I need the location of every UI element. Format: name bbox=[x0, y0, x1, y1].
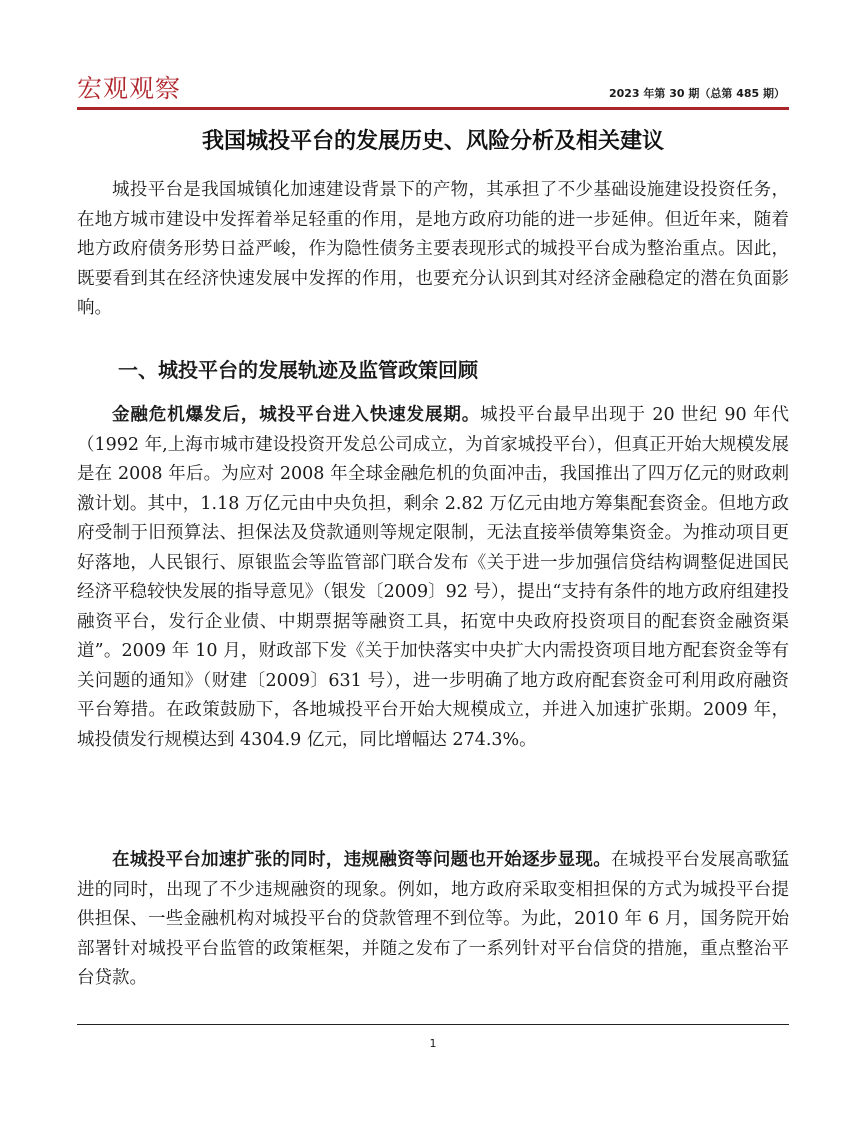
paragraph-text: 在城投平台发展高歌猛进的同时，出现了不少违规融资的现象。例如，地方政府采取变相担保的方式为城投平台提供担保、一些金融机构对城投平台的贷款管理不到位等。为此，2010 年 6 月，国务院开始部署针对城投平台监管的政策框架，并随之发布了一系列针对平台信贷的措施，重点整治平台贷款。 bbox=[77, 850, 790, 988]
header-divider bbox=[77, 107, 789, 110]
footer-divider bbox=[77, 1024, 789, 1025]
article-title: 我国城投平台的发展历史、风险分析及相关建议 bbox=[201, 129, 664, 154]
body-paragraph-1 bbox=[77, 401, 789, 755]
paragraph-lead: 在城投平台加速扩张的同时，违规融资等问题也开始逐步显现。 bbox=[112, 850, 612, 870]
paragraph-text: 城投平台最早出现于 20 世纪 90 年代（1992 年,上海市城市建设投资开发总公司成立，为首家城投平台），但真正开始大规模发展是在 2008 年后。为应对 2008 年全球金融危机的负面冲击，我国推出了四万亿元的财政刺激计划。其中，1.18 万亿元由中央负担，剩余 2.82 万亿元由地方筹集配套资金。但地方政府受制于旧预算法、担保法及贷款通则等规定限制，无法直接举债筹集资金。为推动项目更好落地，人民银行、原银监会等监管部门联合发布《关于进一步加强信贷结构调整促进国民经济平稳较快发展的指导意见》（银发〔2009〕92 号），提出“支持有条件的地方政府组建投融资平台，发行企业债、中期票据等融资工具，拓宽中央政府投资项目的配套资金融资渠道”。2009 年 10 月，财政部下发《关于加快落实中央扩大内需投资项目地方配套资金等有关问题的通知》（财建〔2009〕631 号），进一步明确了地方政府配套资金可利用政府融资平台筹措。在政策鼓励下，各地城投平台开始大规模成立，并进入加速扩张期。2009 年，城投债发行规模达到 4304.9 亿元，同比增幅达 274.3%。 bbox=[77, 405, 789, 750]
page-number: 1 bbox=[429, 1037, 437, 1050]
page-header bbox=[77, 72, 789, 112]
paragraph-lead: 金融危机爆发后，城投平台进入快速发展期。 bbox=[112, 405, 481, 425]
section-heading: 一、城投平台的发展轨迹及监管政策回顾 bbox=[118, 358, 478, 382]
intro-paragraph: 城投平台是我国城镇化加速建设背景下的产物，其承担了不少基础设施建设投资任务，在地方城市建设中发挥着举足轻重的作用，是地方政府功能的进一步延伸。但近年来，随着地方政府债务形势日益严峻，作为隐性债务主要表现形式的城投平台成为整治重点。因此，既要看到其在经济快速发展中发挥的作用，也要充分认识到其对经济金融稳定的潜在负面影响。 bbox=[77, 180, 789, 318]
body-paragraph-2 bbox=[77, 846, 789, 994]
issue-number: 2023 年第 30 期（总第 485 期） bbox=[608, 87, 785, 100]
publication-name: 宏观观察 bbox=[77, 74, 182, 103]
